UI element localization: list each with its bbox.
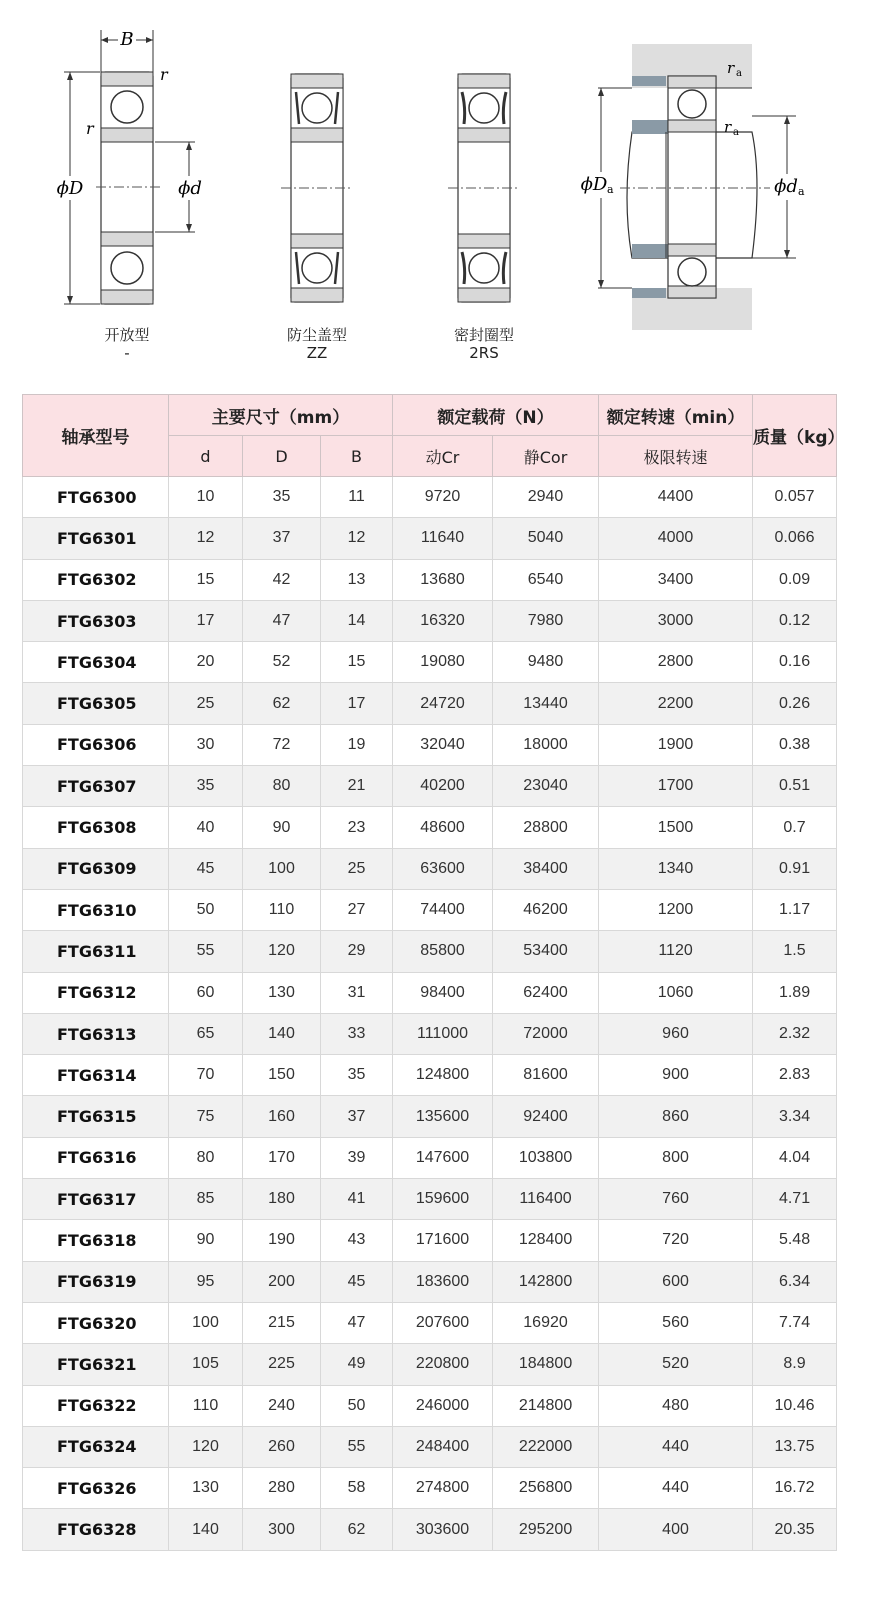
cell-cr: 183600 [393,1261,493,1302]
symbol-phid: ϕd [178,178,202,199]
cell-cr: 246000 [393,1385,493,1426]
cell-limit-speed: 600 [599,1261,753,1302]
cell-limit-speed: 1060 [599,972,753,1013]
cell-d: 85 [169,1179,243,1220]
bearing-2rs-code: 2RS [469,344,499,362]
cell-mass: 16.72 [753,1468,837,1509]
cell-cr: 111000 [393,1013,493,1054]
table-row [23,807,837,848]
cell-d: 90 [169,1220,243,1261]
cell-cr: 171600 [393,1220,493,1261]
cell-B: 39 [321,1137,393,1178]
cell-mass: 0.066 [753,518,837,559]
symbol-ra-top: r [727,59,735,77]
cell-cor: 23040 [493,766,599,807]
cell-mass: 13.75 [753,1426,837,1467]
table-row [23,1137,837,1178]
table-row [23,889,837,930]
cell-B: 12 [321,518,393,559]
cell-d: 60 [169,972,243,1013]
cell-d: 12 [169,518,243,559]
cell-B: 50 [321,1385,393,1426]
cell-model: FTG6306 [23,724,169,765]
cell-cr: 135600 [393,1096,493,1137]
cell-B: 47 [321,1302,393,1343]
cell-cr: 16320 [393,600,493,641]
cell-mass: 8.9 [753,1344,837,1385]
table-row [23,848,837,889]
cell-model: FTG6312 [23,972,169,1013]
cell-B: 25 [321,848,393,889]
cell-limit-speed: 560 [599,1302,753,1343]
cell-model: FTG6300 [23,477,169,518]
cell-B: 27 [321,889,393,930]
cell-model: FTG6326 [23,1468,169,1509]
cell-cr: 63600 [393,848,493,889]
cell-mass: 0.09 [753,559,837,600]
table-row [23,1344,837,1385]
cell-B: 13 [321,559,393,600]
cell-D: 37 [243,518,321,559]
cell-D: 260 [243,1426,321,1467]
cell-d: 15 [169,559,243,600]
cell-limit-speed: 440 [599,1426,753,1467]
cell-d: 130 [169,1468,243,1509]
bearing-mounting-diagram [578,44,810,330]
bearing-spec-table [22,394,845,1551]
cell-model: FTG6311 [23,931,169,972]
symbol-ra-side-sub: a [733,127,739,138]
cell-D: 62 [243,683,321,724]
cell-mass: 10.46 [753,1385,837,1426]
cell-cor: 28800 [493,807,599,848]
cell-B: 11 [321,477,393,518]
cell-D: 300 [243,1509,321,1550]
table-row [23,1013,837,1054]
cell-d: 80 [169,1137,243,1178]
cell-d: 20 [169,642,243,683]
cell-B: 31 [321,972,393,1013]
cell-limit-speed: 1200 [599,889,753,930]
cell-B: 21 [321,766,393,807]
cell-mass: 0.91 [753,848,837,889]
cell-model: FTG6318 [23,1220,169,1261]
symbol-r-side: r [86,119,94,138]
cell-D: 100 [243,848,321,889]
cell-cor: 142800 [493,1261,599,1302]
cell-B: 15 [321,642,393,683]
table-row [23,1261,837,1302]
cell-limit-speed: 400 [599,1509,753,1550]
cell-model: FTG6302 [23,559,169,600]
table-row [23,1096,837,1137]
header-model: 轴承型号 [23,395,169,477]
cell-D: 90 [243,807,321,848]
cell-mass: 20.35 [753,1509,837,1550]
cell-limit-speed: 760 [599,1179,753,1220]
table-row [23,1426,837,1467]
symbol-phiDa: ϕD [580,174,608,195]
bearing-zz-name: 防尘盖型 [286,326,347,344]
cell-cor: 53400 [493,931,599,972]
cell-B: 17 [321,683,393,724]
cell-cor: 7980 [493,600,599,641]
cell-model: FTG6319 [23,1261,169,1302]
cell-model: FTG6305 [23,683,169,724]
header-load: 额定载荷（N） [393,395,599,436]
bearing-2rs-diagram [448,74,520,302]
bearing-open-label [67,326,187,362]
table-row [23,1468,837,1509]
symbol-phiDa-sub: a [607,183,614,196]
table-row [23,1302,837,1343]
cell-cr: 248400 [393,1426,493,1467]
cell-B: 43 [321,1220,393,1261]
cell-limit-speed: 1500 [599,807,753,848]
cell-d: 95 [169,1261,243,1302]
cell-mass: 4.04 [753,1137,837,1178]
cell-d: 110 [169,1385,243,1426]
cell-limit-speed: 1700 [599,766,753,807]
cell-mass: 5.48 [753,1220,837,1261]
header-cor: 静Cor [493,436,599,477]
cell-D: 140 [243,1013,321,1054]
cell-B: 45 [321,1261,393,1302]
cell-D: 180 [243,1179,321,1220]
cell-model: FTG6324 [23,1426,169,1467]
table-row [23,1055,837,1096]
cell-model: FTG6317 [23,1179,169,1220]
cell-d: 45 [169,848,243,889]
cell-d: 10 [169,477,243,518]
cell-d: 65 [169,1013,243,1054]
cell-mass: 1.17 [753,889,837,930]
cell-D: 80 [243,766,321,807]
cell-cr: 32040 [393,724,493,765]
cell-D: 130 [243,972,321,1013]
cell-cr: 24720 [393,683,493,724]
cell-model: FTG6328 [23,1509,169,1550]
symbol-ra-side: r [724,118,732,136]
cell-B: 33 [321,1013,393,1054]
cell-D: 35 [243,477,321,518]
symbol-phida: ϕd [774,176,798,197]
cell-d: 25 [169,683,243,724]
cell-cor: 46200 [493,889,599,930]
bearing-open-code: - [124,344,130,362]
table-header-row-1 [23,395,837,436]
symbol-B: B [120,29,134,50]
cell-model: FTG6315 [23,1096,169,1137]
cell-model: FTG6307 [23,766,169,807]
header-B: B [321,436,393,477]
cell-B: 58 [321,1468,393,1509]
cell-limit-speed: 440 [599,1468,753,1509]
table-row [23,642,837,683]
cell-model: FTG6314 [23,1055,169,1096]
cell-limit-speed: 960 [599,1013,753,1054]
cell-cr: 13680 [393,559,493,600]
cell-model: FTG6313 [23,1013,169,1054]
cell-cor: 103800 [493,1137,599,1178]
cell-mass: 3.34 [753,1096,837,1137]
cell-mass: 0.7 [753,807,837,848]
header-d: d [169,436,243,477]
cell-cor: 81600 [493,1055,599,1096]
cell-limit-speed: 3400 [599,559,753,600]
cell-B: 49 [321,1344,393,1385]
cell-d: 40 [169,807,243,848]
cell-cor: 38400 [493,848,599,889]
cell-cr: 19080 [393,642,493,683]
cell-cor: 18000 [493,724,599,765]
cell-d: 35 [169,766,243,807]
cell-d: 75 [169,1096,243,1137]
cell-D: 190 [243,1220,321,1261]
cell-mass: 0.057 [753,477,837,518]
cell-B: 62 [321,1509,393,1550]
cell-cr: 98400 [393,972,493,1013]
symbol-r-top: r [160,65,168,84]
cell-D: 110 [243,889,321,930]
header-dimensions: 主要尺寸（mm） [169,395,393,436]
header-cr: 动Cr [393,436,493,477]
cell-B: 55 [321,1426,393,1467]
cell-B: 35 [321,1055,393,1096]
symbol-phiD: ϕD [56,178,84,199]
cell-cr: 207600 [393,1302,493,1343]
cell-d: 70 [169,1055,243,1096]
table-row [23,931,837,972]
cell-cr: 48600 [393,807,493,848]
cell-model: FTG6301 [23,518,169,559]
cell-D: 225 [243,1344,321,1385]
cell-cr: 40200 [393,766,493,807]
table-row [23,1220,837,1261]
cell-mass: 0.51 [753,766,837,807]
cell-D: 42 [243,559,321,600]
cell-B: 41 [321,1179,393,1220]
cell-B: 23 [321,807,393,848]
cell-cor: 6540 [493,559,599,600]
cell-cr: 147600 [393,1137,493,1178]
bearing-zz-diagram [281,74,353,302]
cell-mass: 7.74 [753,1302,837,1343]
cell-mass: 4.71 [753,1179,837,1220]
cell-cor: 72000 [493,1013,599,1054]
cell-cr: 9720 [393,477,493,518]
cell-mass: 0.38 [753,724,837,765]
cell-cr: 11640 [393,518,493,559]
cell-D: 150 [243,1055,321,1096]
header-mass: 质量（kg） [753,395,837,477]
cell-cr: 220800 [393,1344,493,1385]
cell-mass: 0.12 [753,600,837,641]
cell-D: 52 [243,642,321,683]
cell-cor: 16920 [493,1302,599,1343]
cell-model: FTG6321 [23,1344,169,1385]
bearing-diagrams [0,0,876,390]
cell-mass: 1.5 [753,931,837,972]
table-row [23,724,837,765]
symbol-ra-top-sub: a [736,68,742,79]
cell-limit-speed: 1900 [599,724,753,765]
cell-model: FTG6303 [23,600,169,641]
cell-limit-speed: 720 [599,1220,753,1261]
cell-D: 240 [243,1385,321,1426]
cell-cor: 214800 [493,1385,599,1426]
cell-D: 215 [243,1302,321,1343]
table-row [23,766,837,807]
cell-cor: 92400 [493,1096,599,1137]
cell-limit-speed: 900 [599,1055,753,1096]
cell-model: FTG6310 [23,889,169,930]
header-D: D [243,436,321,477]
cell-D: 160 [243,1096,321,1137]
cell-limit-speed: 860 [599,1096,753,1137]
cell-d: 120 [169,1426,243,1467]
table-body [23,477,837,1551]
table-row [23,477,837,518]
cell-limit-speed: 1120 [599,931,753,972]
cell-d: 17 [169,600,243,641]
cell-model: FTG6304 [23,642,169,683]
cell-cr: 85800 [393,931,493,972]
cell-cor: 256800 [493,1468,599,1509]
cell-B: 29 [321,931,393,972]
cell-mass: 0.16 [753,642,837,683]
cell-model: FTG6322 [23,1385,169,1426]
cell-limit-speed: 520 [599,1344,753,1385]
cell-limit-speed: 1340 [599,848,753,889]
table-row [23,1509,837,1550]
cell-model: FTG6316 [23,1137,169,1178]
cell-model: FTG6320 [23,1302,169,1343]
cell-D: 72 [243,724,321,765]
cell-limit-speed: 2800 [599,642,753,683]
cell-cr: 74400 [393,889,493,930]
bearing-open-name: 开放型 [104,326,150,344]
cell-mass: 2.32 [753,1013,837,1054]
cell-d: 105 [169,1344,243,1385]
cell-mass: 6.34 [753,1261,837,1302]
symbol-phida-sub: a [798,185,805,198]
table-row [23,1385,837,1426]
cell-mass: 0.26 [753,683,837,724]
cell-cor: 9480 [493,642,599,683]
cell-cor: 2940 [493,477,599,518]
cell-d: 55 [169,931,243,972]
cell-D: 47 [243,600,321,641]
cell-cor: 5040 [493,518,599,559]
bearing-2rs-name: 密封圈型 [453,326,514,344]
table-row [23,559,837,600]
table-row [23,1179,837,1220]
cell-cor: 62400 [493,972,599,1013]
bearing-zz-label [257,326,377,362]
cell-cr: 274800 [393,1468,493,1509]
bearing-zz-code: ZZ [306,344,328,362]
bearing-open-diagram [52,29,208,304]
table-row [23,600,837,641]
cell-limit-speed: 4000 [599,518,753,559]
cell-D: 280 [243,1468,321,1509]
header-speed: 额定转速（min） [599,395,753,436]
cell-d: 100 [169,1302,243,1343]
cell-d: 30 [169,724,243,765]
cell-mass: 1.89 [753,972,837,1013]
cell-cr: 159600 [393,1179,493,1220]
cell-limit-speed: 2200 [599,683,753,724]
cell-D: 120 [243,931,321,972]
cell-limit-speed: 800 [599,1137,753,1178]
cell-model: FTG6309 [23,848,169,889]
cell-cr: 303600 [393,1509,493,1550]
cell-B: 37 [321,1096,393,1137]
table-row [23,972,837,1013]
cell-B: 14 [321,600,393,641]
cell-d: 50 [169,889,243,930]
cell-cor: 116400 [493,1179,599,1220]
cell-D: 200 [243,1261,321,1302]
cell-cr: 124800 [393,1055,493,1096]
cell-cor: 222000 [493,1426,599,1467]
cell-cor: 13440 [493,683,599,724]
cell-cor: 128400 [493,1220,599,1261]
cell-model: FTG6308 [23,807,169,848]
table-row [23,683,837,724]
cell-B: 19 [321,724,393,765]
cell-D: 170 [243,1137,321,1178]
cell-cor: 295200 [493,1509,599,1550]
cell-limit-speed: 3000 [599,600,753,641]
cell-limit-speed: 480 [599,1385,753,1426]
table-row [23,518,837,559]
cell-d: 140 [169,1509,243,1550]
cell-cor: 184800 [493,1344,599,1385]
cell-limit-speed: 4400 [599,477,753,518]
header-limit-speed: 极限转速 [599,436,753,477]
bearing-2rs-label [424,326,544,362]
cell-mass: 2.83 [753,1055,837,1096]
